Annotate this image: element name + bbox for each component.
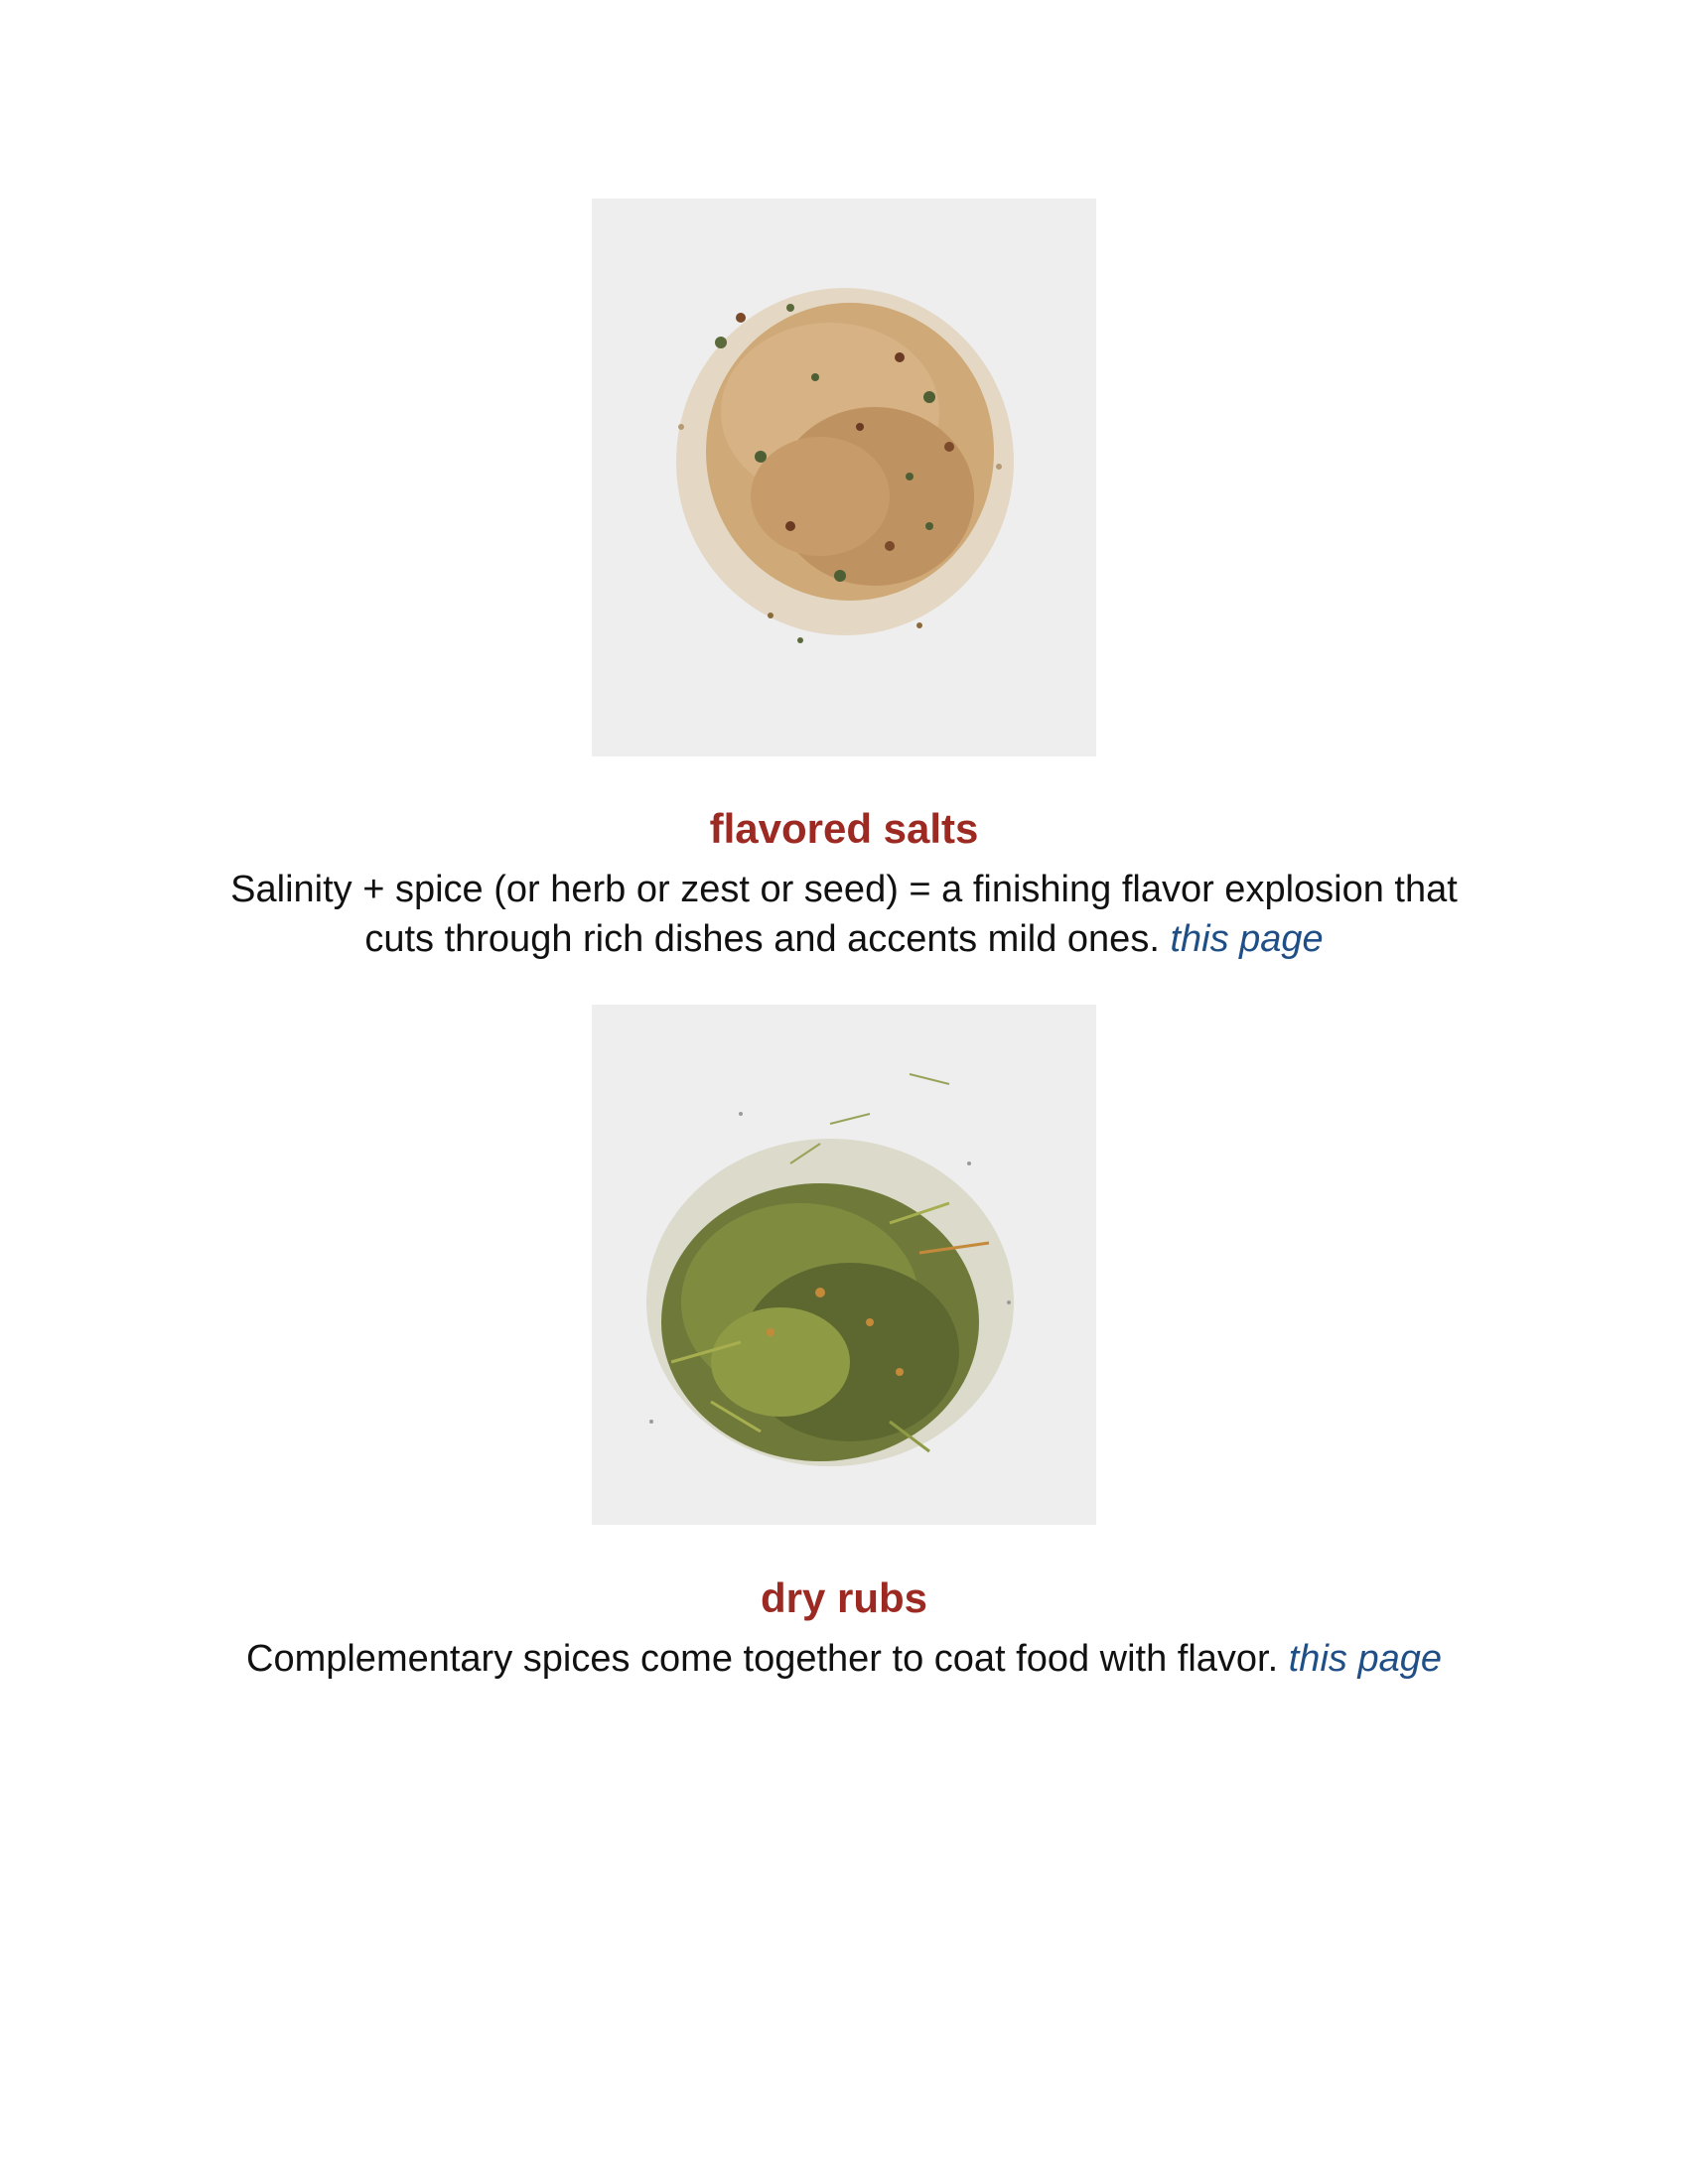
description-text: Complementary spices come together to coat food with flavor. bbox=[246, 1638, 1279, 1680]
section-heading-flavored-salts: flavored salts bbox=[709, 805, 979, 852]
section-description-flavored-salts bbox=[199, 865, 1489, 964]
section-heading-dry-rubs: dry rubs bbox=[760, 1574, 928, 1621]
salt-pile-image bbox=[592, 199, 1096, 756]
dry-rubs-photo bbox=[592, 1005, 1096, 1525]
herb-pile-image bbox=[592, 1005, 1096, 1525]
description-text: Salinity + spice (or herb or zest or seed) = a finishing flavor explosion that cuts through rich dishes and accents mild ones. bbox=[230, 869, 1458, 960]
section-description-dry-rubs bbox=[238, 1634, 1450, 1684]
page-reference-link[interactable]: this page bbox=[1170, 918, 1324, 960]
flavored-salts-photo bbox=[592, 199, 1096, 756]
page-reference-link[interactable]: this page bbox=[1288, 1638, 1442, 1680]
